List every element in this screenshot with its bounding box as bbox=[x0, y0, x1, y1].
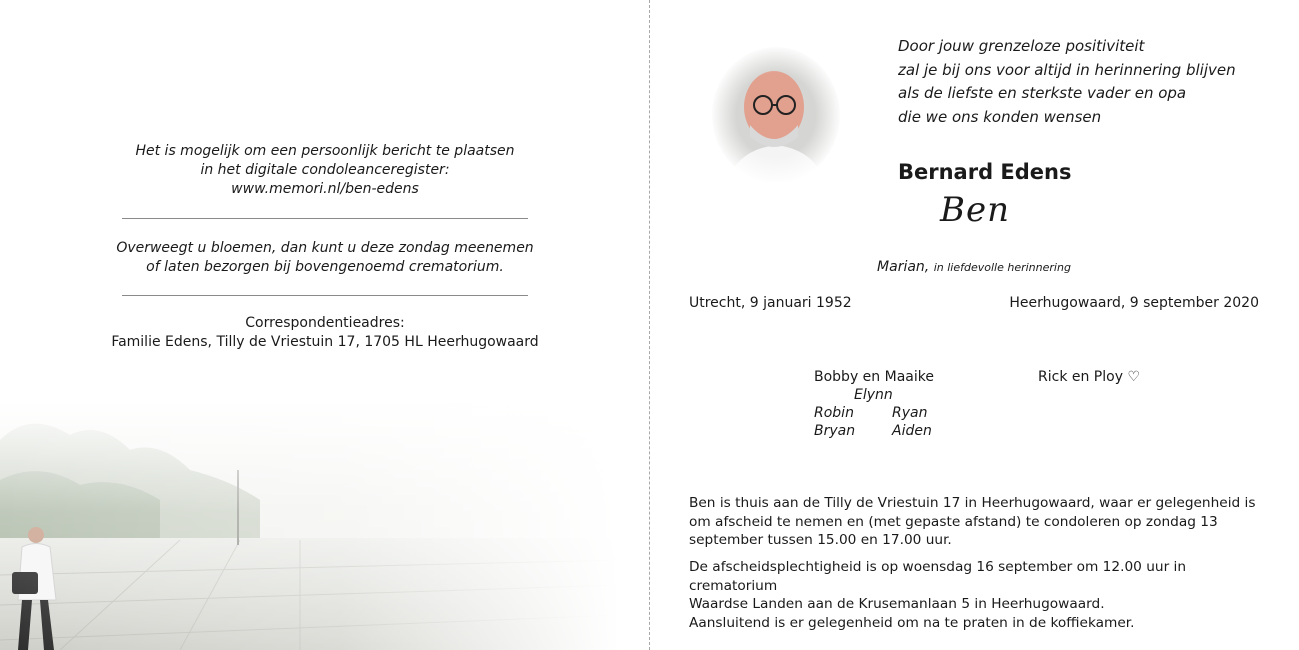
death-place-date: Heerhugowaard, 9 september 2020 bbox=[1009, 295, 1259, 311]
message-line-1: Het is mogelijk om een persoonlijk bericht te plaatsen bbox=[135, 143, 515, 159]
ceremony-paragraph bbox=[689, 558, 1264, 632]
divider-1 bbox=[122, 218, 528, 219]
grandchild-name: Aiden bbox=[892, 423, 932, 439]
grandchild-name: Bryan bbox=[814, 423, 856, 439]
grandchild-name: Ryan bbox=[892, 405, 928, 421]
poem bbox=[898, 35, 1258, 129]
memorial-text: in liefdevolle herinnering bbox=[933, 261, 1071, 274]
poem-line-3: als de liefste en sterkste vader en opa bbox=[898, 84, 1187, 102]
divider-2 bbox=[122, 295, 528, 296]
family-parents: Bobby en Maaike bbox=[814, 369, 934, 385]
correspondence-label: Correspondentieadres: bbox=[245, 315, 405, 331]
nickname-script: Ben bbox=[940, 190, 1011, 230]
poem-line-1: Door jouw grenzeloze positiviteit bbox=[898, 37, 1145, 55]
deceased-name: Bernard Edens bbox=[898, 160, 1072, 184]
birth-place-date: Utrecht, 9 januari 1952 bbox=[689, 295, 852, 311]
grandchild-name: Robin bbox=[814, 405, 854, 421]
poem-line-2: zal je bij ons voor altijd in herinnering blijven bbox=[898, 60, 1236, 79]
ceremony-line-1: De afscheidsplechtigheid is op woensdag 16 september om 12.00 uur in crematorium bbox=[689, 559, 1187, 594]
message-line-2: in het digitale condoleanceregister: bbox=[200, 162, 450, 178]
flowers-line-2: of laten bezorgen bij bovengenoemd crematorium. bbox=[146, 259, 504, 275]
poem-line-4: die we ons konden wensen bbox=[898, 107, 1102, 126]
page-fold-line bbox=[649, 0, 650, 650]
ceremony-line-3: Aansluitend is er gelegenheid om na te praten in de koffiekamer. bbox=[689, 614, 1135, 631]
ceremony-line-2: Waardse Landen aan de Krusemanlaan 5 in Heerhugowaard. bbox=[689, 596, 1105, 612]
memorial-website-link[interactable]: www.memori.nl/ben-edens bbox=[231, 181, 419, 197]
visitation-paragraph: Ben is thuis aan de Tilly de Vriestuin 17 in Heerhugowaard, waar er gelegenheid is om afscheid te nemen en (met gepaste afstand) te condoleren op zondag 13 september tussen 15.00 en 17.00 uur. bbox=[689, 495, 1256, 548]
correspondence-address: Familie Edens, Tilly de Vriestuin 17, 1705 HL Heerhugowaard bbox=[111, 334, 539, 350]
correspondence bbox=[80, 314, 570, 352]
portrait-photo bbox=[706, 45, 846, 185]
flowers-note bbox=[100, 239, 550, 277]
flowers-line-1: Overweegt u bloemen, dan kunt u deze zondag meenemen bbox=[116, 240, 534, 256]
grandchild-name: Elynn bbox=[854, 387, 893, 403]
memorial-name: Marian, bbox=[877, 259, 930, 275]
memorial-line bbox=[700, 259, 1248, 275]
family-second: Rick en Ploy ♡ bbox=[1038, 369, 1140, 385]
condolence-message bbox=[100, 142, 550, 199]
background-photo bbox=[0, 400, 620, 650]
